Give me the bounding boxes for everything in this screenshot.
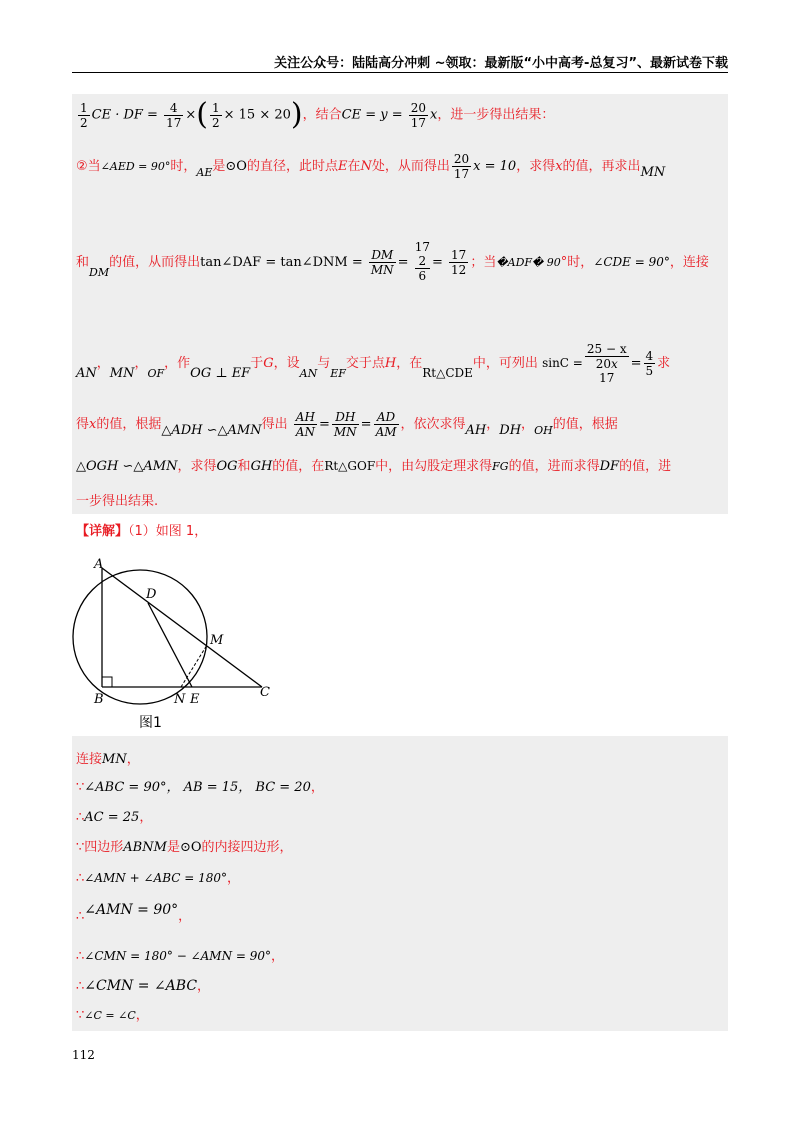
solution-line-5: ∴∠AMN + ∠ABC = 180°， bbox=[76, 871, 241, 886]
label-c: C bbox=[260, 685, 270, 700]
analysis-line-3: 和$_{DM}$的值，从而得出tan∠DAF = tan∠DNM = $\frac{DM}{MN}$ = 17 2 6 = $\frac{17}{12}$ ；当�ADF� 90°时，∠CDE = 90°，连接 bbox=[76, 240, 709, 283]
solution-line-7: ∴∠CMN = 180° − ∠AMN = 90°， bbox=[76, 949, 285, 964]
figure-caption: 图1 bbox=[139, 715, 162, 731]
solution-line-6: ∴∠AMN = 90°， bbox=[76, 902, 192, 924]
analysis-line-4: AN，MN，$_{OF}$，作OG ⊥ EF于G，设$_{AN}$与$_{EF}$交于点H，在Rt△CDE中，可列出 sinC = 25 − x 20x 17 = $\frac{4}{5}$ 求 bbox=[76, 342, 671, 385]
analysis-line-5: 得x的值，根据△ADH ∽△AMN得出 $\frac{AH}{AN}$ = $\frac{DH}{MN}$ = $\frac{AD}{AM}$ ，依次求得AH，DH，$_{OH}$的值，根据 bbox=[76, 410, 618, 439]
detail-heading: 【详解】（1）如图 1， bbox=[76, 524, 208, 539]
solution-line-9: ∵∠C = ∠C， bbox=[76, 1008, 149, 1023]
solution-line-8: ∴∠CMN = ∠ABC， bbox=[76, 978, 211, 994]
segment-de bbox=[148, 603, 192, 687]
analysis-line-6: △OGH ∽△AMN，求得OG和GH的值，在Rt△GOF中，由勾股定理求得FG的值，进而求得DF的值，进 bbox=[76, 459, 672, 474]
analysis-line-7: 一步得出结果. bbox=[76, 494, 159, 509]
geometry-diagram bbox=[72, 556, 272, 731]
label-d: D bbox=[146, 587, 157, 602]
right-angle-mark bbox=[102, 677, 112, 687]
label-b: B bbox=[94, 692, 104, 707]
page-header: 关注公众号：陆陆高分冲刺 ~领取：最新版“小中高考-总复习”、最新试卷下载 bbox=[274, 56, 728, 71]
label-n: N bbox=[174, 692, 186, 707]
solution-line-1: 连接MN， bbox=[76, 752, 140, 767]
label-e: E bbox=[190, 692, 200, 707]
fraction-half: $\frac{1}{2}$ bbox=[80, 100, 88, 130]
solution-line-4: ∵四边形ABNM是⊙O的内接四边形， bbox=[76, 840, 293, 855]
solution-line-2: ∵∠ABC = 90°， AB = 15， BC = 20， bbox=[76, 780, 324, 795]
figure-1 bbox=[72, 556, 272, 731]
solution-line-3: ∴AC = 25， bbox=[76, 810, 153, 825]
page-number: 112 bbox=[72, 1048, 95, 1062]
fraction-4-17: $\frac{4}{17}$ bbox=[166, 100, 182, 130]
circle-o bbox=[73, 570, 207, 704]
analysis-line-1: $\frac{1}{2}$ CE · DF = $\frac{4}{17}$ ×( $\frac{1}{2}$ × 15 × 20)，结合CE = y = $\frac{20}{17}$ x，进一步得出结果： bbox=[80, 97, 555, 132]
label-a: A bbox=[94, 557, 104, 572]
segment-nm bbox=[181, 645, 207, 687]
header-rule bbox=[72, 72, 728, 73]
analysis-line-2: ②当∠AED = 90°时，$_{AE}$是⊙O的直径，此时点E在N处，从而得出 $\frac{20}{17}$ x = 10，求得x的值，再求出MN bbox=[76, 152, 666, 181]
label-m: M bbox=[210, 633, 224, 648]
fraction-20-17: $\frac{20}{17}$ bbox=[410, 100, 427, 130]
